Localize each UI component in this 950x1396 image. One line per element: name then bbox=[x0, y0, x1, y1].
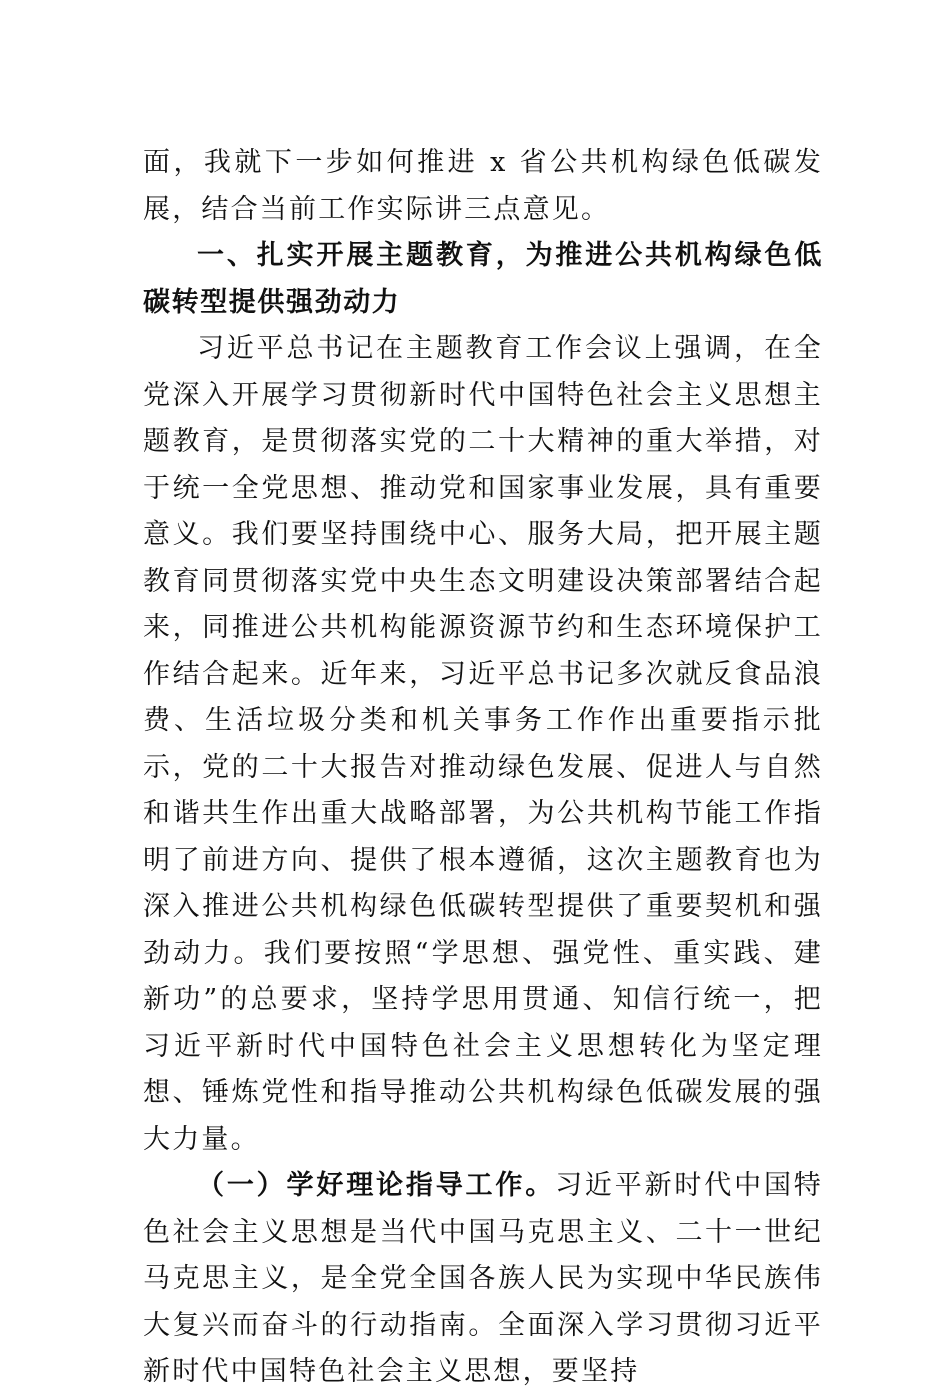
section-heading: 一、扎实开展主题教育，为推进公共机构绿色低碳转型提供强劲动力 bbox=[143, 240, 823, 318]
body-paragraph: 习近平总书记在主题教育工作会议上强调，在全党深入开展学习贯彻新时代中国特色社会主义思想主题教育，是贯彻落实党的二十大精神的重大举措，对于统一全党思想、推动党和国家事业发展，具有重要意义。我们要坚持围绕中心、服务大局，把开展主题教育同贯彻落实党中央生态文明建设决策部署结合起来，同推进公共机构能源资源节约和生态环境保护工作结合起来。近年来，习近平总书记多次就反食品浪费、生活垃圾分类和机关事务工作作出重要指示批示，党的二十大报告对推动绿色发展、促进人与自然和谐共生作出重大战略部署，为公共机构节能工作指明了前进方向、提供了根本遵循，这次主题教育也为深入推进公共机构绿色低碳转型提供了重要契机和强劲动力。我们要按照“学思想、强党性、重实践、建新功”的总要求，坚持学思用贯通、知信行统一，把习近平新时代中国特色社会主义思想转化为坚定理想、锤炼党性和指导推动公共机构绿色低碳发展的强大力量。 bbox=[143, 333, 823, 1155]
subsection-heading: （一）学好理论指导工作。 bbox=[197, 1170, 556, 1201]
document-body bbox=[143, 140, 823, 1396]
subsection-text: 习近平新时代中国特色社会主义思想是当代中国马克思主义、二十一世纪马克思主义，是全党全国各族人民为实现中华民族伟大复兴而奋斗的行动指南。全面深入学习贯彻习近平新时代中国特色社会主义思想，要坚持 bbox=[143, 1170, 823, 1387]
subsection-paragraph bbox=[143, 1163, 823, 1396]
paragraph-continuation: 面，我就下一步如何推进 x 省公共机构绿色低碳发展，结合当前工作实际讲三点意见。 bbox=[143, 147, 823, 225]
